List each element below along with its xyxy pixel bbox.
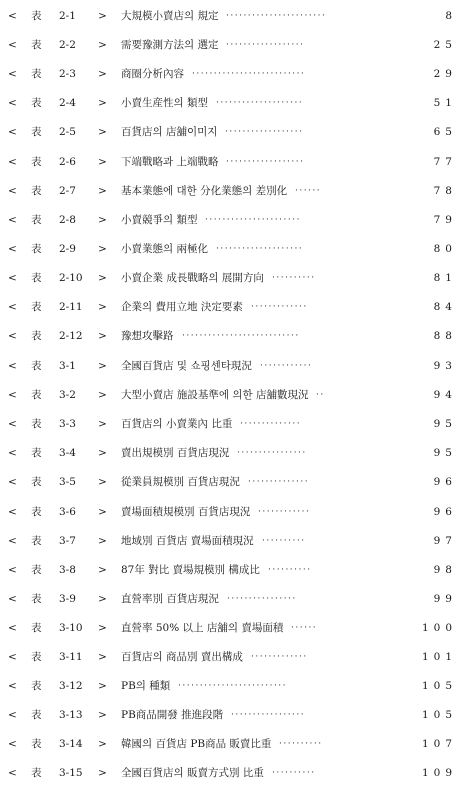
close-bracket: >	[98, 242, 107, 255]
page-number: 109	[421, 767, 457, 780]
table-number: 2-5	[59, 126, 76, 139]
page-number: 98	[433, 563, 457, 576]
table-label: 表	[31, 534, 42, 547]
open-bracket: <	[8, 651, 17, 663]
dot-leader: ··············	[240, 419, 302, 430]
table-number: 2-11	[59, 301, 83, 313]
toc-entry	[0, 472, 464, 492]
page-number: 79	[433, 213, 457, 226]
toc-entry	[0, 705, 464, 725]
table-label: 表	[31, 126, 42, 139]
entry-title: 87年 對比 賣場規模別 構成比	[121, 563, 260, 576]
toc-entry	[0, 181, 464, 201]
page-number: 96	[433, 505, 457, 518]
table-label: 表	[31, 563, 42, 576]
entry-title: 直營率別 百貨店現況	[121, 592, 219, 605]
table-number: 3-10	[59, 621, 83, 634]
close-bracket: >	[98, 418, 107, 431]
open-bracket: <	[8, 680, 17, 693]
entry-title: 韓國의 百貨店 PB商品 販賣比重	[121, 738, 272, 751]
table-number: 3-8	[59, 563, 76, 576]
open-bracket: <	[8, 271, 17, 284]
toc-entry	[0, 326, 464, 346]
open-bracket: <	[8, 447, 17, 460]
entry-title: 大型小賣店 施設基準에 의한 店舖數現況	[121, 389, 309, 402]
table-number: 2-2	[59, 39, 76, 52]
page-number: 97	[433, 534, 457, 547]
table-number: 3-1	[59, 360, 76, 372]
close-bracket: >	[98, 505, 107, 518]
table-label: 表	[31, 39, 42, 52]
page-number: 65	[433, 126, 457, 139]
toc-entry	[0, 560, 464, 580]
open-bracket: <	[8, 213, 17, 226]
toc-entry	[0, 589, 464, 609]
close-bracket: >	[98, 563, 107, 576]
entry-title: 賣出規模別 百貨店現況	[121, 447, 230, 460]
page-number: 88	[433, 330, 457, 343]
entry-title: 企業의 費用立地 決定要素	[121, 301, 243, 313]
page-number: 107	[421, 738, 457, 751]
table-label: 表	[31, 592, 42, 605]
page-number: 77	[433, 155, 457, 168]
dot-leader: ··········	[268, 564, 312, 575]
table-number: 3-11	[59, 651, 83, 663]
entry-title: 從業員規模別 百貨店現況	[121, 476, 240, 489]
open-bracket: <	[8, 301, 17, 313]
page-number: 105	[421, 709, 457, 722]
close-bracket: >	[98, 330, 107, 343]
table-label: 表	[31, 271, 42, 284]
dot-leader: ············	[258, 506, 311, 517]
dot-leader: ··················	[226, 156, 305, 167]
dot-leader: ··········	[279, 739, 323, 750]
entry-title: 小賣企業 成長戰略의 展開方向	[121, 271, 264, 284]
table-number: 3-3	[59, 418, 76, 431]
open-bracket: <	[8, 592, 17, 605]
dot-leader: ·················	[231, 710, 306, 721]
open-bracket: <	[8, 534, 17, 547]
dot-leader: ················	[227, 593, 297, 604]
close-bracket: >	[98, 621, 107, 634]
dot-leader: ·························	[178, 681, 288, 692]
toc-entry	[0, 297, 464, 317]
table-label: 表	[31, 68, 42, 81]
entry-title: 百貨店의 小賣業內 比重	[121, 418, 233, 431]
entry-title: PB의 種類	[121, 680, 171, 693]
dot-leader: ··················	[226, 40, 305, 51]
table-number: 3-15	[59, 767, 83, 780]
close-bracket: >	[98, 389, 107, 402]
page-number: 51	[433, 97, 457, 110]
close-bracket: >	[98, 68, 107, 81]
open-bracket: <	[8, 709, 17, 722]
page-number: 29	[433, 68, 457, 81]
dot-leader: ··········	[272, 768, 316, 779]
page-number: 105	[421, 680, 457, 693]
close-bracket: >	[98, 39, 107, 52]
table-label: 表	[31, 330, 42, 343]
table-number: 2-3	[59, 68, 76, 81]
table-number: 3-6	[59, 505, 76, 518]
open-bracket: <	[8, 476, 17, 489]
open-bracket: <	[8, 621, 17, 634]
page-number: 8	[445, 10, 457, 22]
table-number: 3-13	[59, 709, 83, 722]
table-label: 表	[31, 360, 42, 372]
dot-leader: ······	[295, 185, 322, 196]
entry-title: 全國百貨店의 販賣方式別 比重	[121, 767, 264, 780]
page-number: 81	[433, 271, 457, 284]
entry-title: 直營率 50% 以上 店舖의 賣場面積	[121, 621, 284, 634]
open-bracket: <	[8, 389, 17, 402]
entry-title: 需要豫測方法의 選定	[121, 39, 219, 52]
page-number: 80	[433, 242, 457, 255]
dot-leader: ·······················	[226, 11, 327, 21]
close-bracket: >	[98, 592, 107, 605]
table-label: 表	[31, 767, 42, 780]
entry-title: 小賣業態의 兩極化	[121, 242, 208, 255]
open-bracket: <	[8, 10, 17, 22]
close-bracket: >	[98, 447, 107, 460]
page-number: 100	[421, 621, 457, 634]
table-label: 表	[31, 447, 42, 460]
entry-title: 小賣生産性의 類型	[121, 97, 208, 110]
dot-leader: ····················	[216, 243, 304, 254]
toc-entry	[0, 152, 464, 172]
entry-title: 地域別 百貨店 賣場面積現況	[121, 534, 254, 547]
open-bracket: <	[8, 418, 17, 431]
dot-leader: ··········	[262, 535, 306, 546]
page-number: 93	[433, 360, 457, 372]
page-number: 96	[433, 476, 457, 489]
toc-entry	[0, 210, 464, 230]
open-bracket: <	[8, 97, 17, 110]
dot-leader: ··········	[272, 272, 316, 283]
toc-entry	[0, 647, 464, 667]
close-bracket: >	[98, 271, 107, 284]
close-bracket: >	[98, 126, 107, 139]
table-label: 表	[31, 418, 42, 431]
table-label: 表	[31, 184, 42, 197]
entry-title: 小賣競爭의 類型	[121, 213, 198, 226]
open-bracket: <	[8, 767, 17, 780]
table-label: 表	[31, 709, 42, 722]
page-number: 94	[433, 389, 457, 402]
table-label: 表	[31, 10, 42, 22]
table-number: 2-8	[59, 213, 76, 226]
open-bracket: <	[8, 126, 17, 139]
table-number: 3-14	[59, 738, 83, 751]
table-number: 2-12	[59, 330, 83, 343]
toc-entry	[0, 35, 464, 55]
dot-leader: ······················	[205, 214, 301, 225]
dot-leader: ···························	[182, 331, 300, 342]
table-number: 3-2	[59, 389, 76, 402]
entry-title: 全國百貨店 및 쇼핑센타現況	[121, 360, 252, 372]
toc-entry	[0, 268, 464, 288]
entry-title: 基本業態에 대한 分化業態의 差別化	[121, 184, 288, 197]
dot-leader: ··	[316, 390, 325, 401]
table-label: 表	[31, 97, 42, 110]
entry-title: PB商品開發 推進段階	[121, 709, 224, 722]
open-bracket: <	[8, 184, 17, 197]
page-number: 99	[433, 592, 457, 605]
page-number: 95	[433, 447, 457, 460]
toc-entry	[0, 93, 464, 113]
close-bracket: >	[98, 184, 107, 197]
dot-leader: ····················	[216, 98, 304, 109]
table-label: 表	[31, 651, 42, 663]
entry-title: 賣場面積規模別 百貨店現況	[121, 505, 251, 518]
table-number: 3-9	[59, 592, 76, 605]
open-bracket: <	[8, 563, 17, 576]
entry-title: 百貨店의 店舖이미지	[121, 126, 218, 139]
dot-leader: ············	[260, 361, 313, 371]
entry-title: 大規模小賣店의 規定	[121, 10, 219, 22]
page-number: 95	[433, 418, 457, 431]
entry-title: 豫想攻擊路	[121, 330, 174, 343]
dot-leader: ··························	[192, 69, 306, 80]
toc-entry	[0, 385, 464, 405]
table-number: 3-12	[59, 680, 83, 693]
entry-title: 下端戰略과 上端戰略	[121, 155, 219, 168]
close-bracket: >	[98, 767, 107, 780]
toc-entry	[0, 763, 464, 783]
toc-entry	[0, 676, 464, 696]
open-bracket: <	[8, 39, 17, 52]
table-label: 表	[31, 389, 42, 402]
open-bracket: <	[8, 360, 17, 372]
table-label: 表	[31, 505, 42, 518]
toc-entry	[0, 502, 464, 522]
open-bracket: <	[8, 242, 17, 255]
table-label: 表	[31, 680, 42, 693]
table-label: 表	[31, 242, 42, 255]
table-label: 表	[31, 155, 42, 168]
toc-entry	[0, 6, 464, 26]
close-bracket: >	[98, 476, 107, 489]
table-number: 2-7	[59, 184, 76, 197]
table-number: 2-9	[59, 242, 76, 255]
page-number: 78	[433, 184, 457, 197]
toc-entry	[0, 618, 464, 638]
table-number: 2-10	[59, 271, 83, 284]
toc-entry	[0, 239, 464, 259]
dot-leader: ·············	[251, 302, 308, 312]
close-bracket: >	[98, 651, 107, 663]
open-bracket: <	[8, 155, 17, 168]
close-bracket: >	[98, 738, 107, 751]
dot-leader: ················	[237, 448, 307, 459]
open-bracket: <	[8, 68, 17, 81]
close-bracket: >	[98, 155, 107, 168]
table-label: 表	[31, 476, 42, 489]
page-number: 25	[433, 39, 457, 52]
close-bracket: >	[98, 360, 107, 372]
close-bracket: >	[98, 97, 107, 110]
table-label: 表	[31, 213, 42, 226]
entry-title: 商圈分析內容	[121, 68, 184, 81]
close-bracket: >	[98, 213, 107, 226]
table-number: 3-5	[59, 476, 76, 489]
table-number: 2-6	[59, 155, 76, 168]
table-label: 表	[31, 621, 42, 634]
dot-leader: ··············	[248, 477, 310, 488]
open-bracket: <	[8, 738, 17, 751]
table-number: 2-4	[59, 97, 76, 110]
table-label: 表	[31, 301, 42, 313]
toc-entry	[0, 531, 464, 551]
table-label: 表	[31, 738, 42, 751]
dot-leader: ·············	[251, 652, 308, 662]
toc-entry	[0, 64, 464, 84]
close-bracket: >	[98, 10, 107, 22]
table-number: 3-7	[59, 534, 76, 547]
dot-leader: ··················	[225, 127, 304, 138]
page-number: 101	[421, 651, 457, 663]
dot-leader: ······	[291, 622, 318, 633]
table-number: 2-1	[59, 10, 76, 22]
table-number: 3-4	[59, 447, 76, 460]
toc-entry	[0, 122, 464, 142]
toc-entry	[0, 443, 464, 463]
close-bracket: >	[98, 709, 107, 722]
toc-entry	[0, 414, 464, 434]
page-number: 84	[433, 301, 457, 313]
toc-entry	[0, 356, 464, 376]
close-bracket: >	[98, 301, 107, 313]
open-bracket: <	[8, 330, 17, 343]
close-bracket: >	[98, 680, 107, 693]
close-bracket: >	[98, 534, 107, 547]
toc-entry	[0, 734, 464, 754]
open-bracket: <	[8, 505, 17, 518]
entry-title: 百貨店의 商品別 賣出構成	[121, 651, 243, 663]
